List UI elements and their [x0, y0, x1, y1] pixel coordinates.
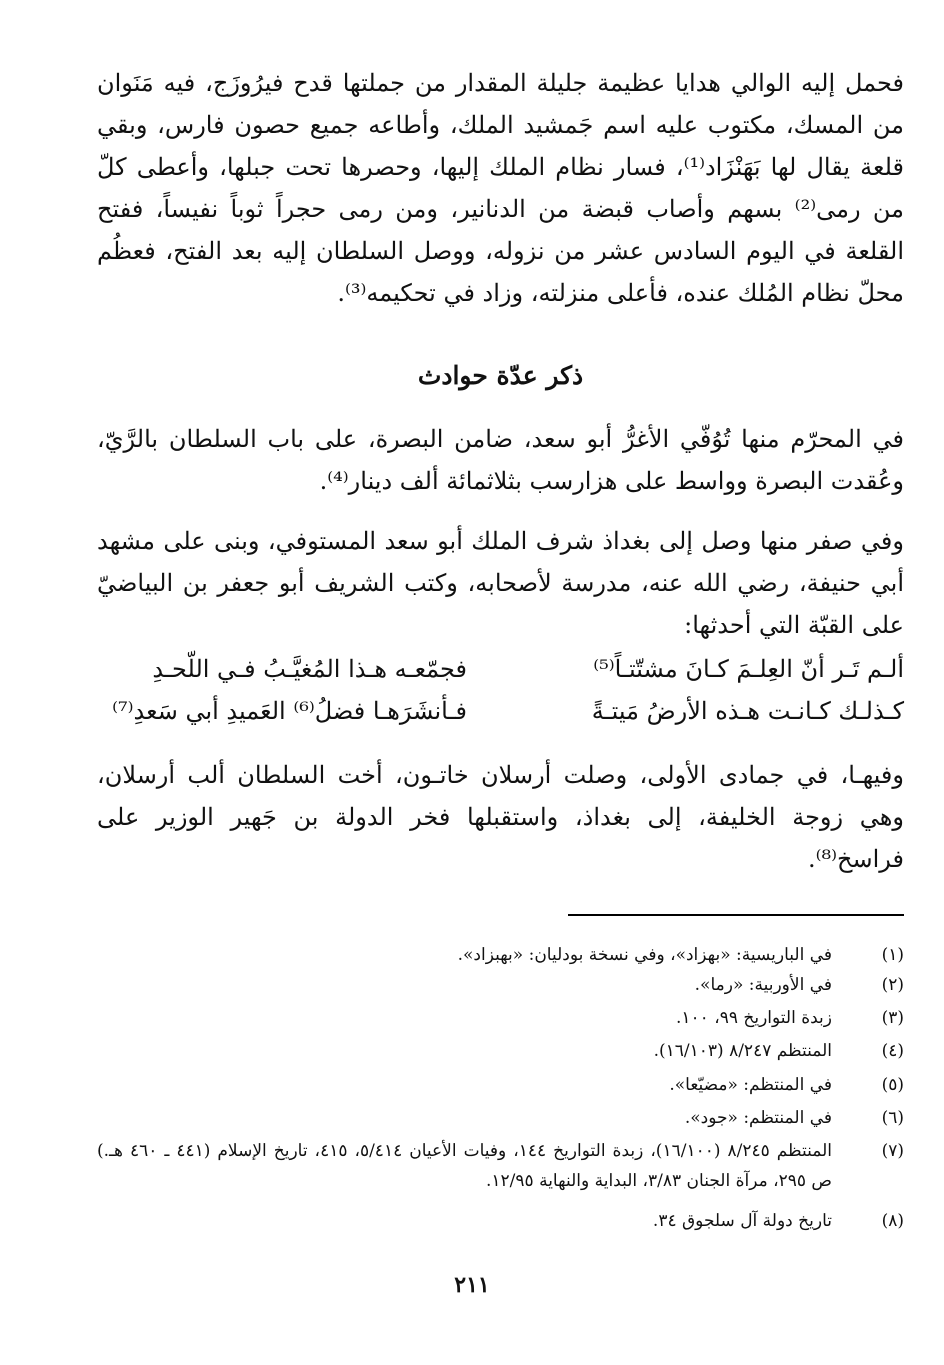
footnote-number: (٣) — [881, 1008, 904, 1028]
footnote-text: في المنتظم: «جود». — [684, 1108, 832, 1128]
verse-2-first-hemistich: كـذلـك كـانـت هـذه الأرضُ مَيتـةً — [591, 697, 904, 725]
body-paragraph-2: في المحرّم منها تُوُفّي الأغرُّ أبو سعد، ضامن البصرة، على باب السلطان بالرَّيّ، وعُقدت البصرة وواسط على هزارسب بثلاثمائة ألف دينار⁽⁴⁾. — [97, 425, 904, 495]
verse-2-second-hemistich: فـأنشَرَهـا فضلُ⁽⁶⁾ العَميدِ أبي سَعدِ⁽⁷⁾ — [112, 697, 467, 725]
footnote-text: في المنتظم: «مضيّعا». — [669, 1075, 832, 1095]
footnote-number: (٢) — [881, 975, 904, 995]
poem-verse-2 — [97, 690, 904, 732]
footnote-text: تاريخ دولة آل سلجوق ٣٤. — [652, 1211, 832, 1231]
footnote-text: في الباريسية: «بهزاد»، وفي نسخة بودليان: «بهبزاد». — [457, 945, 832, 965]
footnote-text: زبدة التواريخ ٩٩، ١٠٠. — [676, 1008, 832, 1028]
body-paragraph-3: وفي صفر منها وصل إلى بغداذ شرف الملك أبو سعد المستوفي، وبنى على مشهد أبي حنيفة، رضي الله عنه، مدرسة لأصحابه، وكتب الشريف أبو جعفر بن البياضيّ على القبّة التي أحدثها: — [97, 527, 904, 639]
footnote-number: (٥) — [881, 1075, 904, 1095]
verse-1-second-hemistich: فجمّعـه هـذا المُغيَّـبُ فـي اللّحـدِ — [152, 655, 467, 683]
body-paragraph-4: وفيهـا، في جمادى الأولى، وصلت أرسلان خاتـون، أخت السلطان ألب أرسلان، وهي زوجة الخليفة، إلى بغداذ، واستقبلها فخر الدولة بن جَهير الوزير على فراسخ⁽⁸⁾. — [97, 761, 904, 873]
footnote-number: (١) — [881, 945, 904, 965]
footnote-number: (٦) — [881, 1108, 904, 1128]
footnote-divider — [568, 914, 904, 916]
footnote-number: (٧) — [881, 1141, 904, 1161]
section-heading: ذكر عدّة حوادث — [417, 361, 584, 390]
footnote-text: المنتظم ٨/٢٤٥ (١٦/١٠٠)، زبدة التواريخ ١٤٤، وفيات الأعيان ٥/٤١٤، ٤١٥، تاريخ الإسلام (٤٤١ ـ ٤٦٠ هـ.) ص ٢٩٥، مرآة الجنان ٣/٨٣، البداية والنهاية ١٢/٩٥. — [97, 1141, 832, 1191]
footnote-number: (٤) — [881, 1041, 904, 1061]
poem-verse-1 — [97, 648, 904, 690]
footnote-text: في الأوربية: «رما». — [694, 975, 832, 995]
verse-1-first-hemistich: ألـم تَـر أنّ العِلـمَ كـانَ مشتّتـاً⁽⁵⁾ — [593, 655, 904, 683]
body-paragraph-1: فحمل إليه الوالي هدايا عظيمة جليلة المقدار من جملتها قدح فيرُوزَج، فيه مَنَوان من المسك، مكتوب عليه اسم جَمشيد الملك، وأطاعه جميع حصون فارس، وبقي قلعة يقال لها بَهَنْزَاد⁽¹⁾، فسار نظام الملك إليها، وحصرها تحت جبلها، وأعطى كلّ من رمى⁽²⁾ بسهم وأصاب قبضة من الدنانير، ومن رمى حجراً ثوباً نفيساً، ففتح القلعة في اليوم السادس عشر من نزوله، ووصل السلطان إليه بعد الفتح، فعظُم محلّ نظام المُلك عنده، فأعلى منزلته، وزاد في تحكيمه⁽³⁾. — [97, 69, 904, 307]
footnote-number: (٨) — [881, 1211, 904, 1231]
footnote-text: المنتظم ٨/٢٤٧ (١٦/١٠٣). — [653, 1041, 832, 1061]
page-number: ٢١١ — [454, 1272, 490, 1298]
